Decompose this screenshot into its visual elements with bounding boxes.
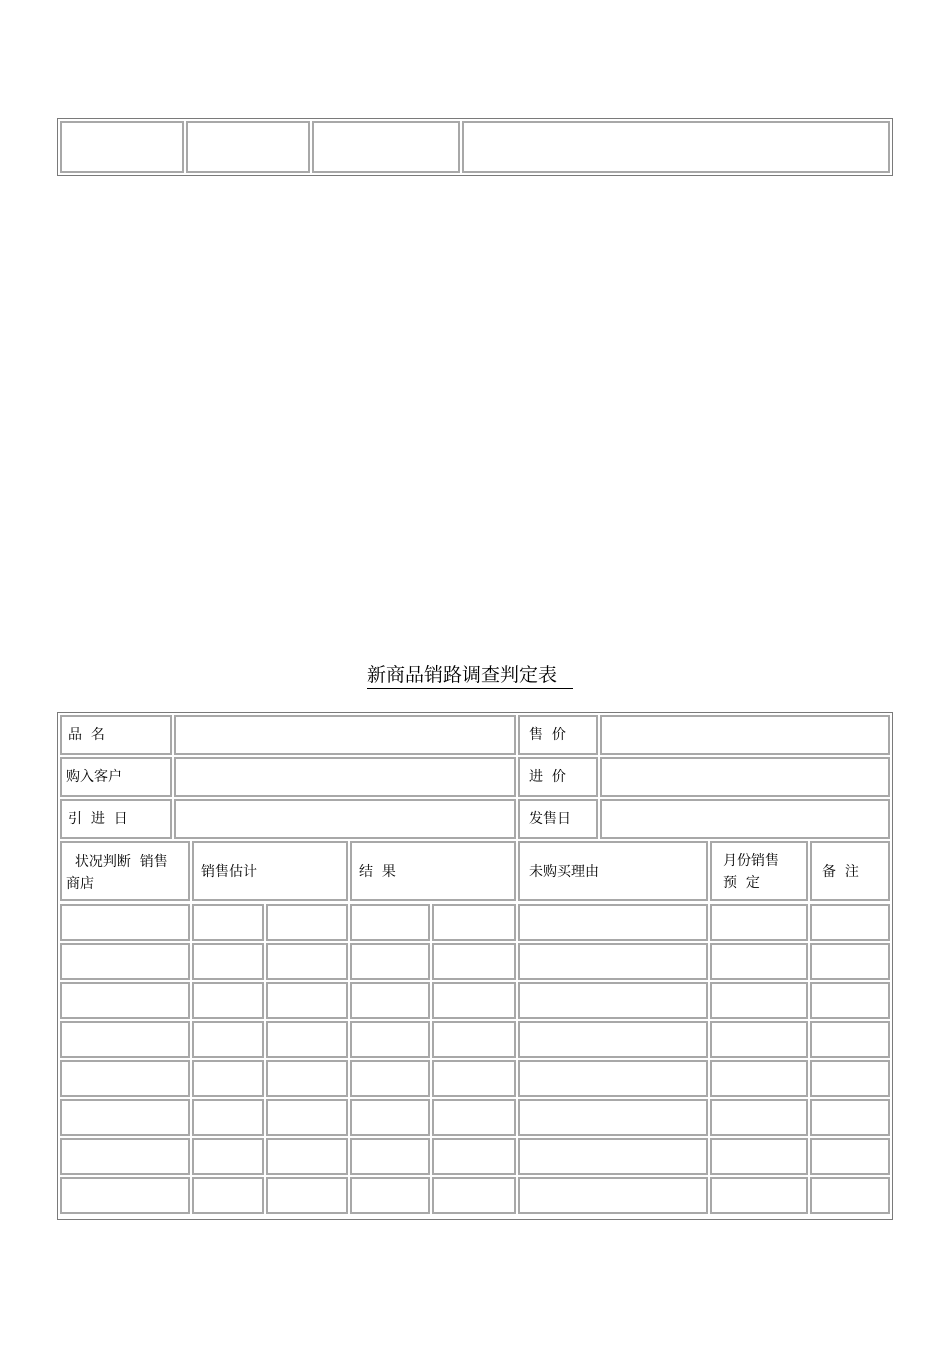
table-cell[interactable] [810, 1138, 890, 1175]
table-cell[interactable] [810, 982, 890, 1019]
status-store-header [60, 841, 190, 901]
table-cell[interactable] [350, 1177, 430, 1214]
table-cell[interactable] [432, 1060, 516, 1097]
table-cell[interactable] [710, 1060, 808, 1097]
table-cell[interactable] [518, 982, 708, 1019]
cost-label: 进 价 [529, 769, 566, 785]
table-cell[interactable] [710, 1177, 808, 1214]
table-cell[interactable] [518, 904, 708, 941]
reason-header-label: 未购买理由 [529, 864, 599, 880]
intro-date-field[interactable] [174, 799, 516, 839]
table-cell[interactable] [432, 1177, 516, 1214]
table-cell[interactable] [60, 1177, 190, 1214]
table-cell[interactable] [810, 904, 890, 941]
table-cell[interactable] [518, 1177, 708, 1214]
table-cell[interactable] [518, 1138, 708, 1175]
monthly-header-line2: 预 定 [723, 875, 760, 891]
release-date-field[interactable] [600, 799, 890, 839]
table-cell[interactable] [432, 943, 516, 980]
table-cell[interactable] [432, 1021, 516, 1058]
table-cell[interactable] [810, 1021, 890, 1058]
monthly-header-line1: 月份销售 [723, 853, 779, 869]
table-cell[interactable] [432, 1099, 516, 1136]
table-cell[interactable] [266, 1099, 348, 1136]
form-title: 新商品销路调查判定表 [367, 662, 573, 689]
intro-date-label: 引 进 日 [68, 811, 128, 827]
monthly-header [710, 841, 808, 901]
top-table-cell[interactable] [186, 121, 310, 173]
buyer-field[interactable] [174, 757, 516, 797]
estimate-header [192, 841, 348, 901]
release-date-label-cell [518, 799, 598, 839]
table-cell[interactable] [192, 1177, 264, 1214]
cost-label-cell [518, 757, 598, 797]
table-cell[interactable] [350, 1099, 430, 1136]
table-cell[interactable] [432, 1138, 516, 1175]
product-name-label: 品 名 [68, 727, 105, 743]
table-cell[interactable] [710, 1138, 808, 1175]
table-cell[interactable] [710, 1021, 808, 1058]
buyer-label-cell [60, 757, 172, 797]
cost-field[interactable] [600, 757, 890, 797]
table-cell[interactable] [350, 943, 430, 980]
table-cell[interactable] [432, 982, 516, 1019]
table-cell[interactable] [810, 1177, 890, 1214]
table-cell[interactable] [350, 1021, 430, 1058]
price-label: 售 价 [529, 727, 566, 743]
table-cell[interactable] [710, 982, 808, 1019]
table-cell[interactable] [266, 943, 348, 980]
price-field[interactable] [600, 715, 890, 755]
table-cell[interactable] [60, 943, 190, 980]
table-cell[interactable] [710, 943, 808, 980]
table-cell[interactable] [518, 1060, 708, 1097]
table-cell[interactable] [60, 904, 190, 941]
table-cell[interactable] [60, 1021, 190, 1058]
table-cell[interactable] [192, 982, 264, 1019]
top-table-cell[interactable] [312, 121, 460, 173]
table-cell[interactable] [60, 1060, 190, 1097]
table-cell[interactable] [266, 1021, 348, 1058]
table-cell[interactable] [810, 943, 890, 980]
table-cell[interactable] [432, 904, 516, 941]
table-cell[interactable] [192, 1021, 264, 1058]
buyer-label: 购入客户 [66, 769, 122, 785]
table-cell[interactable] [350, 904, 430, 941]
table-cell[interactable] [192, 943, 264, 980]
table-cell[interactable] [710, 1099, 808, 1136]
table-cell[interactable] [518, 1099, 708, 1136]
status-header-line2: 商店 [66, 876, 94, 892]
estimate-header-label: 销售估计 [201, 864, 257, 880]
table-cell[interactable] [192, 904, 264, 941]
table-cell[interactable] [266, 982, 348, 1019]
table-cell[interactable] [350, 982, 430, 1019]
top-table-cell[interactable] [60, 121, 184, 173]
remarks-header [810, 841, 890, 901]
table-cell[interactable] [60, 1099, 190, 1136]
table-cell[interactable] [710, 904, 808, 941]
table-cell[interactable] [266, 1177, 348, 1214]
remarks-header-label: 备 注 [822, 864, 859, 880]
table-cell[interactable] [60, 1138, 190, 1175]
product-name-label-cell [60, 715, 172, 755]
table-cell[interactable] [810, 1099, 890, 1136]
table-cell[interactable] [266, 1138, 348, 1175]
table-cell[interactable] [810, 1060, 890, 1097]
table-cell[interactable] [350, 1060, 430, 1097]
result-header-label: 结 果 [359, 864, 396, 880]
reason-header [518, 841, 708, 901]
table-cell[interactable] [266, 904, 348, 941]
top-table-cell[interactable] [462, 121, 890, 173]
table-cell[interactable] [192, 1060, 264, 1097]
table-cell[interactable] [518, 1021, 708, 1058]
table-cell[interactable] [518, 943, 708, 980]
product-name-field[interactable] [174, 715, 516, 755]
table-cell[interactable] [192, 1138, 264, 1175]
table-cell[interactable] [192, 1099, 264, 1136]
status-header-line1: 状况判断 销售 [66, 854, 168, 870]
table-cell[interactable] [350, 1138, 430, 1175]
price-label-cell [518, 715, 598, 755]
table-cell[interactable] [266, 1060, 348, 1097]
intro-date-label-cell [60, 799, 172, 839]
result-header [350, 841, 516, 901]
release-date-label: 发售日 [529, 811, 571, 827]
table-cell[interactable] [60, 982, 190, 1019]
